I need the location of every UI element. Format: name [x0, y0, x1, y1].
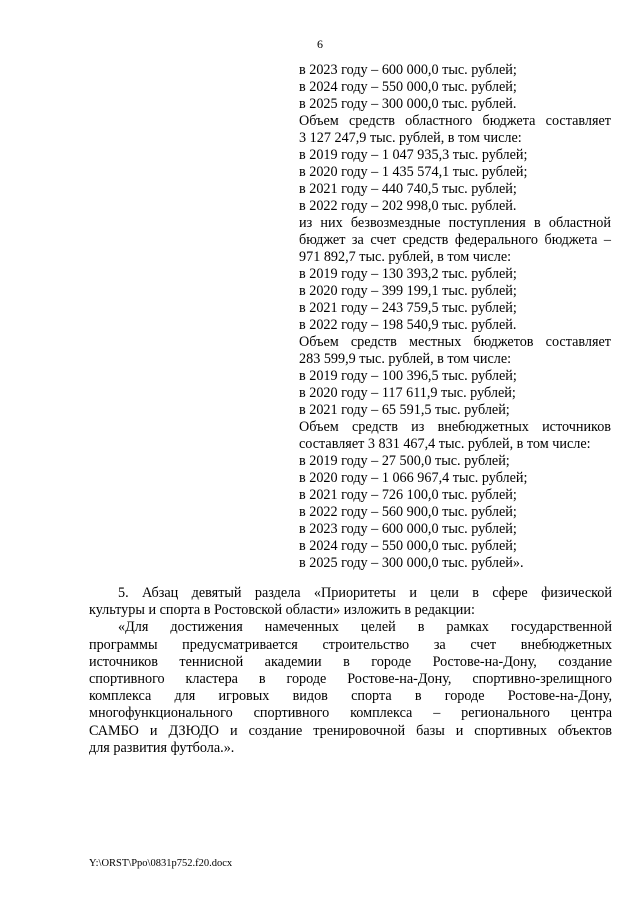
budget-line: в 2020 году – 117 611,9 тыс. рублей;: [299, 385, 516, 401]
budget-line: в 2021 году – 65 591,5 тыс. рублей;: [299, 402, 510, 418]
footer-file-path: Y:\ORST\Ppo\0831p752.f20.docx: [89, 858, 233, 869]
section-5-line: культуры и спорта в Ростовской области» изложить в редакции:: [89, 602, 475, 619]
budget-line: в 2025 году – 300 000,0 тыс. рублей.: [299, 96, 517, 112]
budget-paragraph-line: Объем средств местных бюджетов составляет: [299, 334, 611, 350]
budget-line: в 2024 году – 550 000,0 тыс. рублей;: [299, 538, 517, 554]
budget-line: в 2024 году – 550 000,0 тыс. рублей;: [299, 79, 517, 95]
budget-line: в 2019 году – 100 396,5 тыс. рублей;: [299, 368, 517, 384]
quote-line: многофункционального спортивного комплекса – регионального центра: [89, 705, 612, 722]
budget-line: в 2019 году – 1 047 935,3 тыс. рублей;: [299, 147, 528, 163]
budget-line: в 2019 году – 27 500,0 тыс. рублей;: [299, 453, 510, 469]
budget-line: 283 599,9 тыс. рублей, в том числе:: [299, 351, 512, 367]
budget-line: в 2020 году – 1 435 574,1 тыс. рублей;: [299, 164, 528, 180]
budget-column: [299, 62, 611, 572]
budget-line: в 2022 году – 560 900,0 тыс. рублей;: [299, 504, 517, 520]
budget-paragraph-line: из них безвозмездные поступления в областной: [299, 215, 611, 231]
budget-line: в 2022 году – 202 998,0 тыс. рублей.: [299, 198, 517, 214]
quote-line: САМБО и ДЗЮДО и создание тренировочной базы и спортивных объектов: [89, 722, 612, 739]
quote-line: комплекса для игровых видов спорта в городе Ростове-на-Дону,: [89, 688, 612, 705]
budget-line: в 2022 году – 198 540,9 тыс. рублей.: [299, 317, 517, 333]
budget-line: 971 892,7 тыс. рублей, в том числе:: [299, 249, 512, 265]
budget-line: в 2023 году – 600 000,0 тыс. рублей;: [299, 62, 517, 78]
quote-line: «Для достижения намеченных целей в рамках государственной: [118, 619, 612, 636]
quote-line: программы предусматривается строительство за счет внебюджетных: [89, 636, 612, 653]
section-5: [89, 585, 612, 757]
budget-line: в 2021 году – 440 740,5 тыс. рублей;: [299, 181, 517, 197]
section-5-heading-line: 5. Абзац девятый раздела «Приоритеты и цели в сфере физической: [118, 585, 612, 601]
budget-line: в 2019 году – 130 393,2 тыс. рублей;: [299, 266, 517, 282]
budget-line: в 2021 году – 243 759,5 тыс. рублей;: [299, 300, 517, 316]
budget-paragraph-line: Объем средств из внебюджетных источников: [299, 419, 611, 435]
budget-paragraph-line: Объем средств областного бюджета составляет: [299, 113, 611, 129]
budget-paragraph-line: бюджет за счет средств федерального бюджета –: [299, 232, 611, 248]
budget-line: в 2025 году – 300 000,0 тыс. рублей».: [299, 555, 524, 571]
quote-line: для развития футбола.».: [89, 739, 235, 756]
quote-line: источников теннисной академии в городе Ростове-на-Дону, создание: [89, 653, 612, 670]
budget-line: в 2020 году – 1 066 967,4 тыс. рублей;: [299, 470, 528, 486]
budget-line: составляет 3 831 467,4 тыс. рублей, в том числе:: [299, 436, 591, 452]
budget-line: 3 127 247,9 тыс. рублей, в том числе:: [299, 130, 522, 146]
quote-line: спортивного кластера в городе Ростове-на-Дону, спортивно-зрелищного: [89, 670, 612, 687]
budget-line: в 2020 году – 399 199,1 тыс. рублей;: [299, 283, 517, 299]
page-number: 6: [317, 37, 323, 51]
budget-line: в 2021 году – 726 100,0 тыс. рублей;: [299, 487, 517, 503]
budget-line: в 2023 году – 600 000,0 тыс. рублей;: [299, 521, 517, 537]
